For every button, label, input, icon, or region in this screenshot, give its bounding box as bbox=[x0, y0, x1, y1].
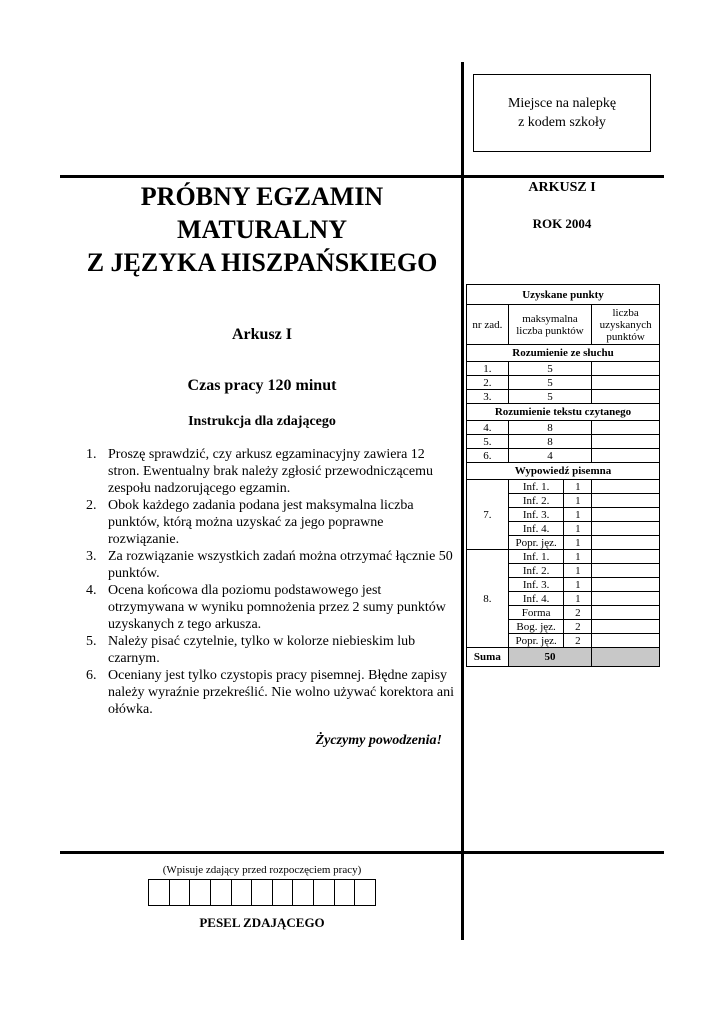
table-row bbox=[467, 550, 660, 564]
sum-row bbox=[467, 648, 660, 667]
score-cell[interactable] bbox=[592, 480, 660, 494]
year-label: ROK 2004 bbox=[532, 216, 592, 231]
score-cell[interactable] bbox=[592, 435, 660, 449]
pesel-digit-box[interactable] bbox=[170, 880, 191, 905]
pesel-digit-box[interactable] bbox=[335, 880, 356, 905]
list-item bbox=[82, 667, 454, 718]
score-cell[interactable] bbox=[592, 550, 660, 564]
pesel-digit-box[interactable] bbox=[190, 880, 211, 905]
criterion-label: Inf. 3. bbox=[508, 578, 564, 592]
col-header-max: maksymalna liczba punktów bbox=[508, 305, 592, 345]
col-header-got: liczba uzyskanych punktów bbox=[592, 305, 660, 345]
good-luck-text: Życzymy powodzenia! bbox=[315, 733, 442, 748]
task-nr: 7. bbox=[467, 480, 509, 550]
task-max: 4 bbox=[508, 449, 592, 463]
item-text: Obok każdego zadania podana jest maksymalna liczba punktów, którą można uzyskać za jego poprawne rozwiązanie. bbox=[108, 498, 414, 547]
table-row bbox=[467, 376, 660, 390]
score-cell[interactable] bbox=[592, 522, 660, 536]
item-text: Ocena końcowa dla poziomu podstawowego jest otrzymywana w wyniku pomnożenia przez 2 sumy punktów uzyskanych z tego arkusza. bbox=[108, 583, 446, 632]
item-text: Za rozwiązanie wszystkich zadań można otrzymać łącznie 50 punktów. bbox=[108, 549, 453, 581]
criterion-label: Popr. jęz. bbox=[508, 634, 564, 648]
criterion-max: 2 bbox=[564, 620, 592, 634]
item-number: 5. bbox=[86, 634, 97, 649]
item-text: Oceniany jest tylko czystopis pracy pisemnej. Błędne zapisy należy wyraźnie przekreślić. Nie wolno używać korektora ani ołówka. bbox=[108, 668, 454, 717]
item-number: 1. bbox=[86, 447, 97, 462]
item-number: 6. bbox=[86, 668, 97, 683]
sticker-line-1: Miejsce na nalepkę bbox=[507, 96, 617, 111]
criterion-label: Inf. 2. bbox=[508, 494, 564, 508]
task-nr: 2. bbox=[467, 376, 509, 390]
criterion-max: 1 bbox=[564, 508, 592, 522]
score-cell[interactable] bbox=[592, 634, 660, 648]
criterion-max: 1 bbox=[564, 522, 592, 536]
sum-label: Suma bbox=[467, 648, 509, 667]
item-text: Należy pisać czytelnie, tylko w kolorze niebieskim lub czarnym. bbox=[108, 634, 416, 666]
task-nr: 1. bbox=[467, 362, 509, 376]
arkusz-heading: Arkusz I bbox=[231, 326, 292, 343]
table-row bbox=[467, 421, 660, 435]
bottom-divider bbox=[60, 851, 664, 854]
table-row bbox=[467, 435, 660, 449]
task-nr: 3. bbox=[467, 390, 509, 404]
score-cell[interactable] bbox=[592, 421, 660, 435]
title-line-1: PRÓBNY EGZAMIN bbox=[140, 182, 384, 211]
score-cell[interactable] bbox=[592, 449, 660, 463]
score-cell[interactable] bbox=[592, 376, 660, 390]
points-table bbox=[466, 284, 660, 667]
sum-value: 50 bbox=[508, 648, 592, 667]
pesel-label: PESEL ZDAJĄCEGO bbox=[199, 915, 325, 930]
section-listening: Rozumienie ze słuchu bbox=[467, 345, 660, 362]
score-cell[interactable] bbox=[592, 494, 660, 508]
sheet-label: ARKUSZ I bbox=[528, 180, 596, 195]
score-cell[interactable] bbox=[592, 592, 660, 606]
criterion-max: 2 bbox=[564, 606, 592, 620]
score-cell[interactable] bbox=[592, 620, 660, 634]
criterion-max: 1 bbox=[564, 494, 592, 508]
list-item bbox=[82, 497, 454, 548]
score-cell[interactable] bbox=[592, 390, 660, 404]
list-item bbox=[82, 582, 454, 633]
criterion-max: 1 bbox=[564, 564, 592, 578]
criterion-label: Inf. 1. bbox=[508, 550, 564, 564]
item-text: Proszę sprawdzić, czy arkusz egzaminacyjny zawiera 12 stron. Ewentualny brak należy zgłosić przewodniczącemu zespołu nadzorującego egzamin. bbox=[108, 447, 433, 496]
pesel-input-boxes[interactable] bbox=[148, 879, 376, 906]
list-item bbox=[82, 548, 454, 582]
criterion-label: Inf. 4. bbox=[508, 592, 564, 606]
school-code-sticker-box bbox=[473, 74, 651, 152]
criterion-max: 1 bbox=[564, 550, 592, 564]
task-max: 5 bbox=[508, 362, 592, 376]
score-cell[interactable] bbox=[592, 606, 660, 620]
pesel-digit-box[interactable] bbox=[211, 880, 232, 905]
score-cell[interactable] bbox=[592, 536, 660, 550]
pesel-digit-box[interactable] bbox=[149, 880, 170, 905]
section-reading: Rozumienie tekstu czytanego bbox=[467, 404, 660, 421]
criterion-label: Inf. 4. bbox=[508, 522, 564, 536]
task-max: 5 bbox=[508, 390, 592, 404]
list-item bbox=[82, 633, 454, 667]
criterion-label: Inf. 3. bbox=[508, 508, 564, 522]
exam-title bbox=[60, 180, 464, 279]
criterion-max: 1 bbox=[564, 480, 592, 494]
table-row bbox=[467, 480, 660, 494]
sticker-line-2: z kodem szkoły bbox=[518, 115, 606, 130]
instructions-list bbox=[82, 446, 454, 718]
criterion-label: Bog. jęz. bbox=[508, 620, 564, 634]
task-nr: 5. bbox=[467, 435, 509, 449]
score-cell[interactable] bbox=[592, 564, 660, 578]
item-number: 3. bbox=[86, 549, 97, 564]
top-divider bbox=[60, 175, 664, 178]
table-row bbox=[467, 449, 660, 463]
sum-score-cell[interactable] bbox=[592, 648, 660, 667]
criterion-label: Popr. jęz. bbox=[508, 536, 564, 550]
task-max: 8 bbox=[508, 435, 592, 449]
time-heading: Czas pracy 120 minut bbox=[187, 377, 337, 394]
task-nr: 8. bbox=[467, 550, 509, 648]
task-nr: 6. bbox=[467, 449, 509, 463]
criterion-max: 1 bbox=[564, 578, 592, 592]
pesel-digit-box[interactable] bbox=[232, 880, 253, 905]
criterion-label: Inf. 1. bbox=[508, 480, 564, 494]
task-max: 8 bbox=[508, 421, 592, 435]
criterion-max: 1 bbox=[564, 536, 592, 550]
score-cell[interactable] bbox=[592, 362, 660, 376]
points-table-title: Uzyskane punkty bbox=[467, 285, 660, 305]
table-row bbox=[467, 362, 660, 376]
pesel-digit-box[interactable] bbox=[252, 880, 273, 905]
pesel-note: (Wpisuje zdający przed rozpoczęciem pracy) bbox=[162, 864, 362, 876]
instructions-heading: Instrukcja dla zdającego bbox=[188, 414, 336, 429]
pesel-digit-box[interactable] bbox=[314, 880, 335, 905]
criterion-label: Forma bbox=[508, 606, 564, 620]
task-max: 5 bbox=[508, 376, 592, 390]
col-header-nr: nr zad. bbox=[467, 305, 509, 345]
score-cell[interactable] bbox=[592, 578, 660, 592]
item-number: 2. bbox=[86, 498, 97, 513]
pesel-digit-box[interactable] bbox=[355, 880, 375, 905]
item-number: 4. bbox=[86, 583, 97, 598]
score-cell[interactable] bbox=[592, 508, 660, 522]
title-line-3: Z JĘZYKA HISZPAŃSKIEGO bbox=[86, 248, 438, 277]
table-row bbox=[467, 390, 660, 404]
list-item bbox=[82, 446, 454, 497]
pesel-digit-box[interactable] bbox=[273, 880, 294, 905]
criterion-label: Inf. 2. bbox=[508, 564, 564, 578]
section-writing: Wypowiedź pisemna bbox=[467, 463, 660, 480]
task-nr: 4. bbox=[467, 421, 509, 435]
title-line-2: MATURALNY bbox=[177, 215, 347, 244]
criterion-max: 2 bbox=[564, 634, 592, 648]
pesel-digit-box[interactable] bbox=[293, 880, 314, 905]
criterion-max: 1 bbox=[564, 592, 592, 606]
